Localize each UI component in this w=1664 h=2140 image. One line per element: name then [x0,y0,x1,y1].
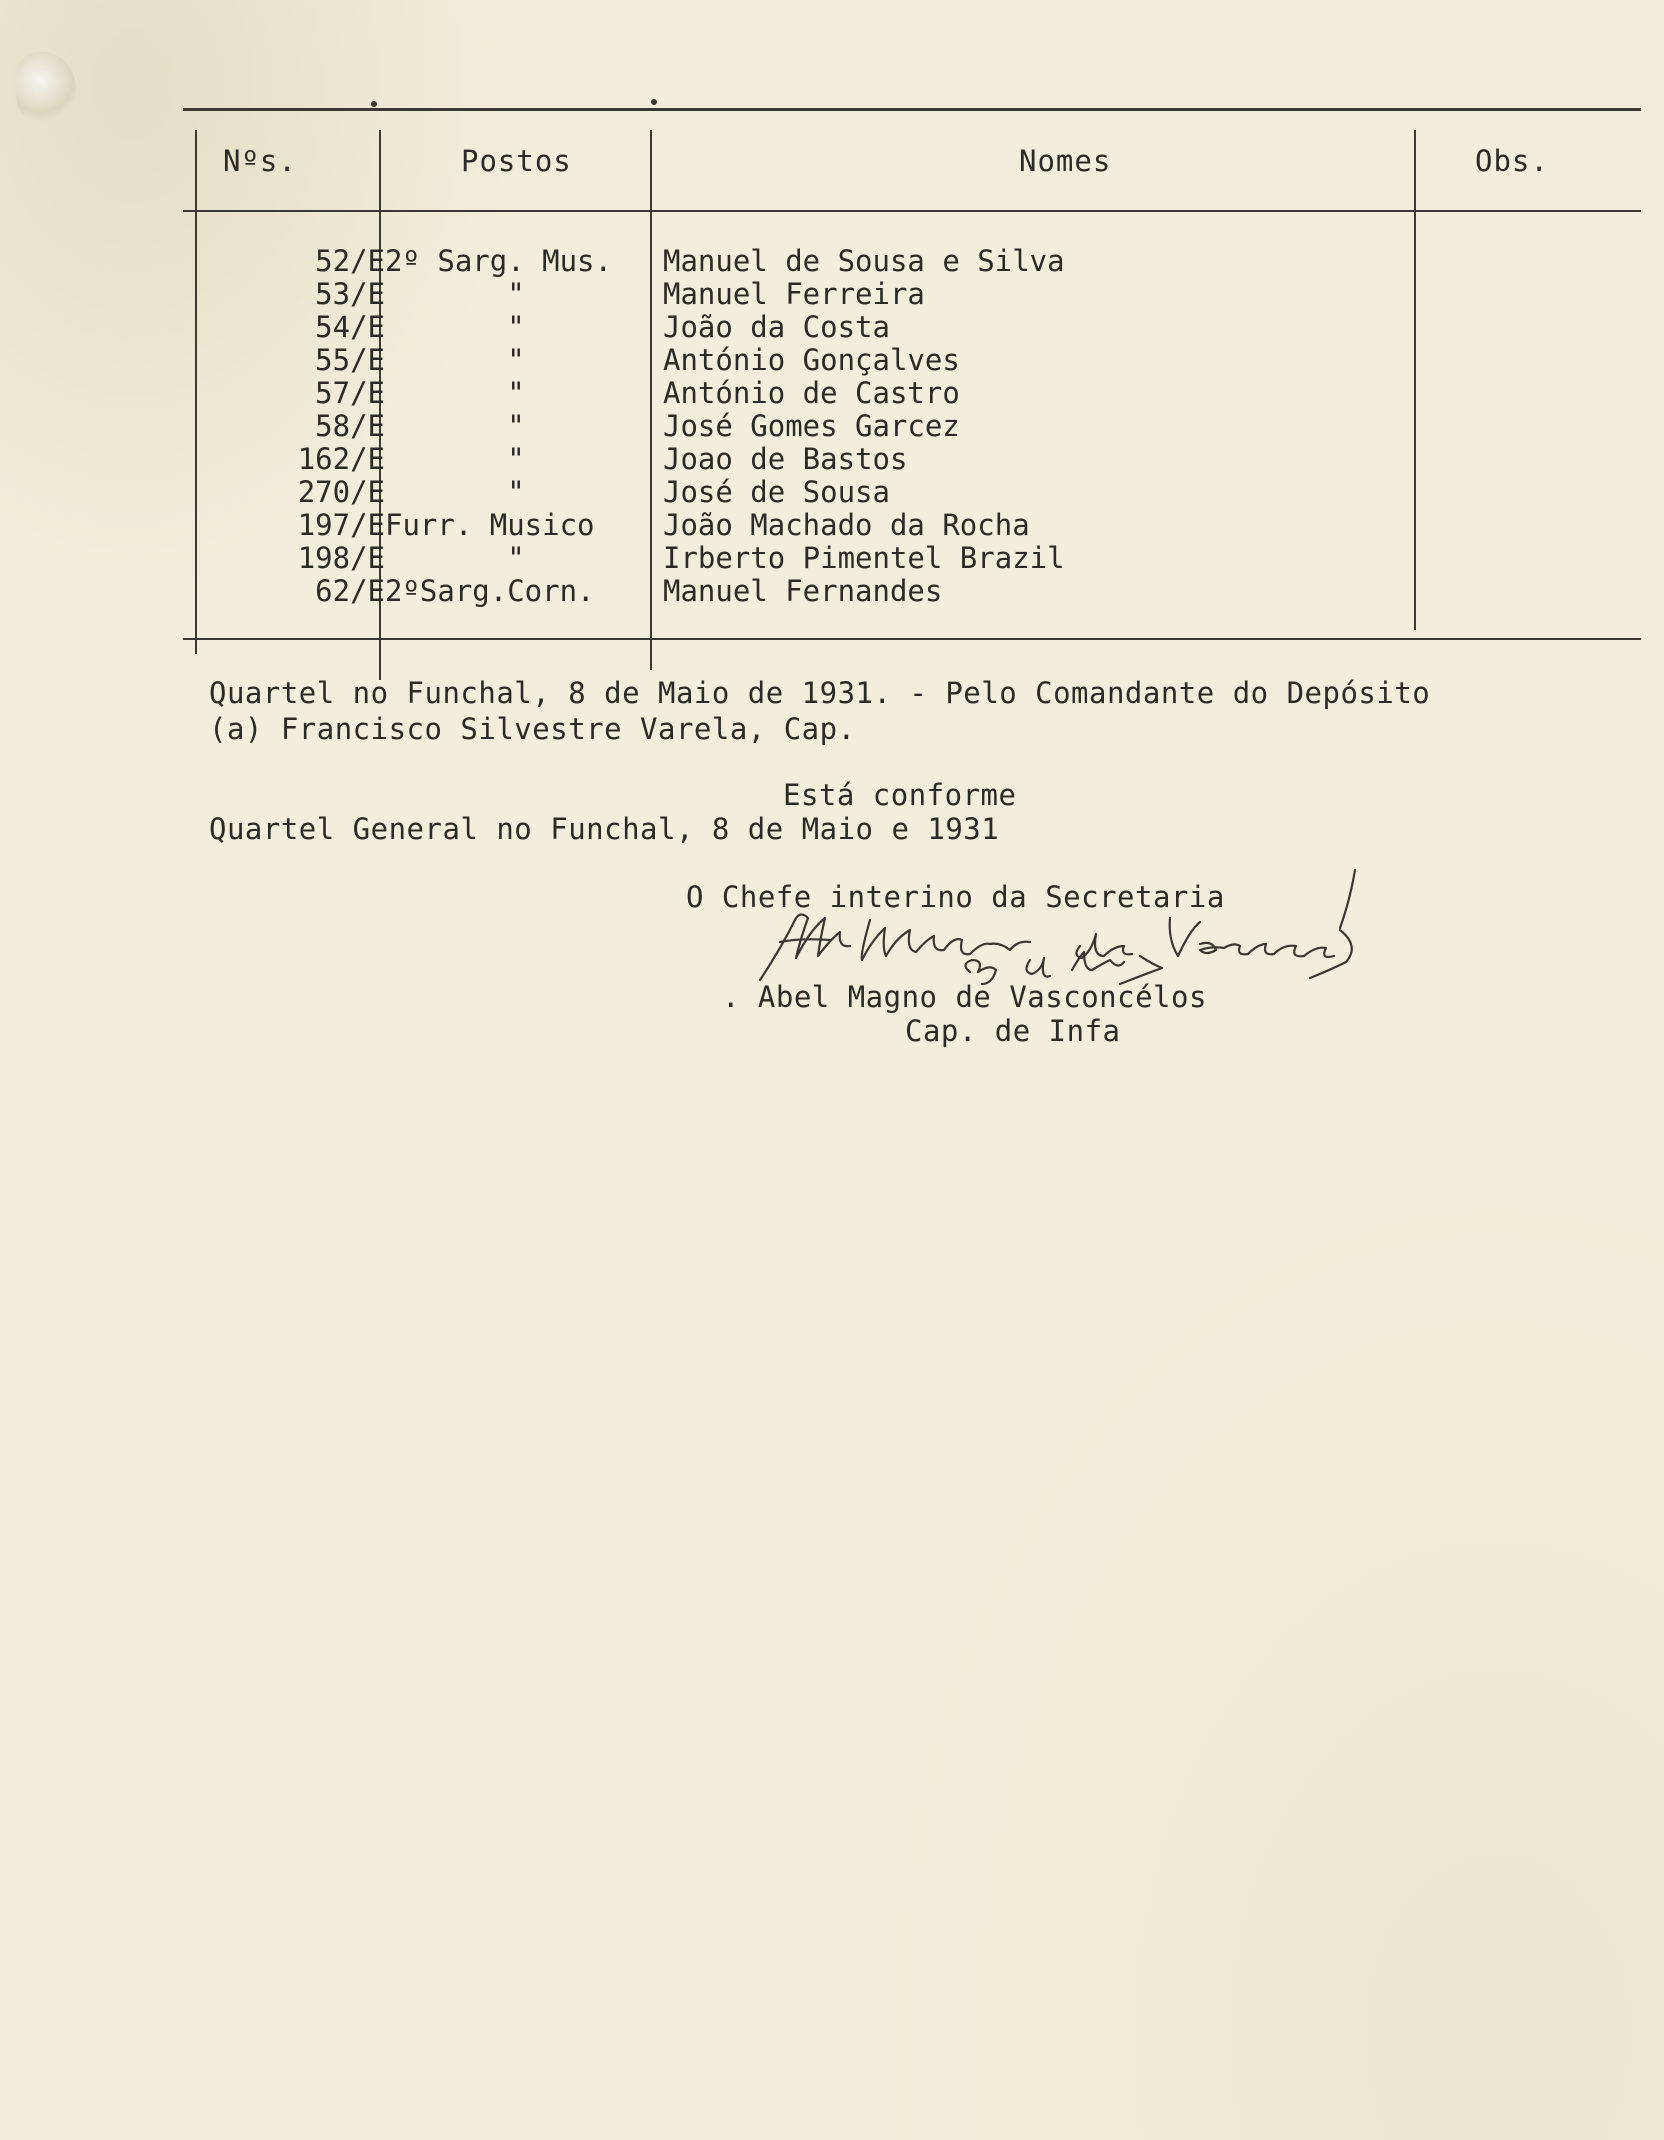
cell-nome: João da Costa [663,310,890,344]
cell-number: 62/E [315,574,385,608]
cell-posto: Furr. Musico [385,508,595,542]
header-postos: Postos [461,144,572,178]
cell-number: 54/E [315,310,385,344]
cell-nome: João Machado da Rocha [663,508,1030,542]
table-row [183,310,1641,343]
cell-nome: Joao de Bastos [663,442,908,476]
table-row [183,277,1641,310]
table-row [183,541,1641,574]
closing-line-quartel-general: Quartel General no Funchal, 8 de Maio e 1931 [209,812,1000,846]
cell-number: 58/E [315,409,385,443]
table-row [183,409,1641,442]
table-row [183,244,1641,277]
paper-stain [16,52,76,122]
closing-line-quartel: Quartel no Funchal, 8 de Maio de 1931. - Pelo Comandante do Depósito [209,676,1431,710]
cell-posto: " [507,442,525,476]
cell-posto: " [507,310,525,344]
header-obs: Obs. [1475,144,1549,178]
header-nos: Nºs. [223,144,297,178]
table-row [183,475,1641,508]
cell-posto: " [507,541,525,575]
cell-number: 52/E [315,244,385,278]
header-nomes: Nomes [1019,144,1112,178]
personnel-table [183,108,1641,658]
cell-number: 55/E [315,343,385,377]
punch-dot [651,99,657,105]
cell-number: 270/E [297,475,385,509]
cell-nome: Irberto Pimentel Brazil [663,541,1065,575]
table-row [183,376,1641,409]
cell-posto: " [507,475,525,509]
cell-nome: José de Sousa [663,475,890,509]
cell-nome: José Gomes Garcez [663,409,960,443]
table-row [183,574,1641,607]
cell-number: 198/E [297,541,385,575]
table-bottom-rule [183,638,1641,640]
table-header-rule [183,210,1641,212]
cell-nome: Manuel Fernandes [663,574,943,608]
table-top-rule [183,108,1641,111]
chefe-title: O Chefe interino da Secretaria [686,880,1225,914]
cell-number: 57/E [315,376,385,410]
punch-dot [371,101,377,107]
table-row [183,442,1641,475]
esta-conforme: Está conforme [783,778,1017,812]
signatory-rank: Cap. de Infa [905,1014,1121,1048]
cell-posto: 2º Sarg. Mus. [385,244,612,278]
closing-line-signatory: (a) Francisco Silvestre Varela, Cap. [209,712,856,746]
signatory-name: . Abel Magno de Vasconcélos [722,980,1207,1014]
table-row [183,343,1641,376]
cell-posto: " [507,376,525,410]
cell-nome: Manuel de Sousa e Silva [663,244,1065,278]
table-body [183,244,1641,607]
cell-nome: Manuel Ferreira [663,277,925,311]
cell-number: 53/E [315,277,385,311]
cell-number: 162/E [297,442,385,476]
handwritten-signature [700,860,1400,990]
cell-posto: 2ºSarg.Corn. [385,574,595,608]
cell-posto: " [507,277,525,311]
cell-number: 197/E [297,508,385,542]
cell-nome: António Gonçalves [663,343,960,377]
table-row [183,508,1641,541]
cell-posto: " [507,343,525,377]
cell-nome: António de Castro [663,376,960,410]
cell-posto: " [507,409,525,443]
